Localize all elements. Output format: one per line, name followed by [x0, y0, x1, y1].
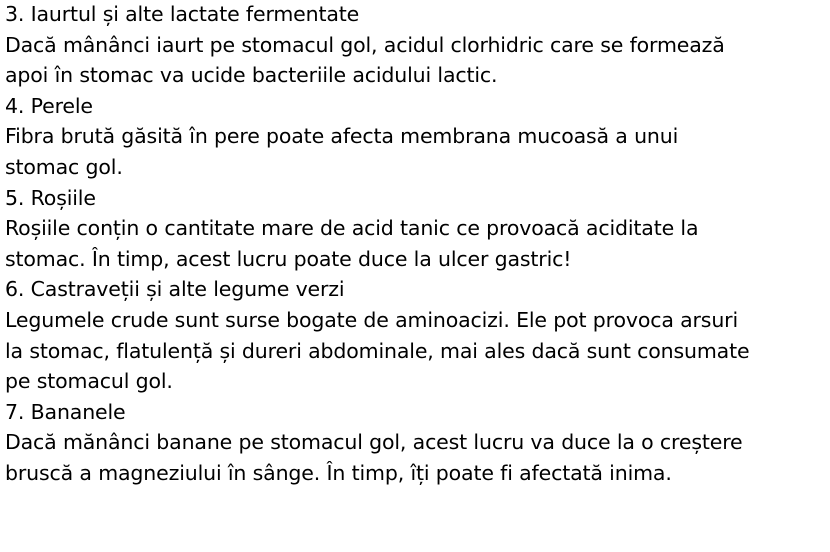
heading-bananas: 7. Bananele: [5, 399, 126, 424]
heading-cucumbers: 6. Castraveții și alte legume verzi: [5, 277, 345, 302]
paragraph-line: la stomac, flatulență și dureri abdominale, mai ales dacă sunt consumate: [5, 338, 750, 363]
paragraph-line: Roșiile conțin o cantitate mare de acid tanic ce provoacă aciditate la: [5, 216, 699, 241]
paragraph-line: bruscă a magneziului în sânge. În timp, îți poate fi afectată inima.: [5, 460, 672, 485]
paragraph-line: stomac. În timp, acest lucru poate duce la ulcer gastric!: [5, 246, 572, 271]
paragraph-line: Dacă mănânci banane pe stomacul gol, acest lucru va duce la o creștere: [5, 430, 743, 455]
heading-yogurt: 3. Iaurtul și alte lactate fermentate: [5, 2, 360, 26]
heading-pears: 4. Perele: [5, 93, 93, 118]
paragraph-line: Legumele crude sunt surse bogate de aminoacizi. Ele pot provoca arsuri: [5, 307, 738, 332]
paragraph-line: Dacă mânânci iaurt pe stomacul gol, acidul clorhidric care se formează: [5, 32, 725, 57]
paragraph-line: stomac gol.: [5, 154, 123, 179]
paragraph-line: apoi în stomac va ucide bacteriile acidului lactic.: [5, 63, 498, 88]
heading-tomatoes: 5. Roșiile: [5, 185, 96, 210]
document-text: [5, 0, 825, 489]
paragraph-line: pe stomacul gol.: [5, 369, 173, 394]
paragraph-line: Fibra brută găsită în pere poate afecta membrana mucoasă a unui: [5, 124, 679, 149]
